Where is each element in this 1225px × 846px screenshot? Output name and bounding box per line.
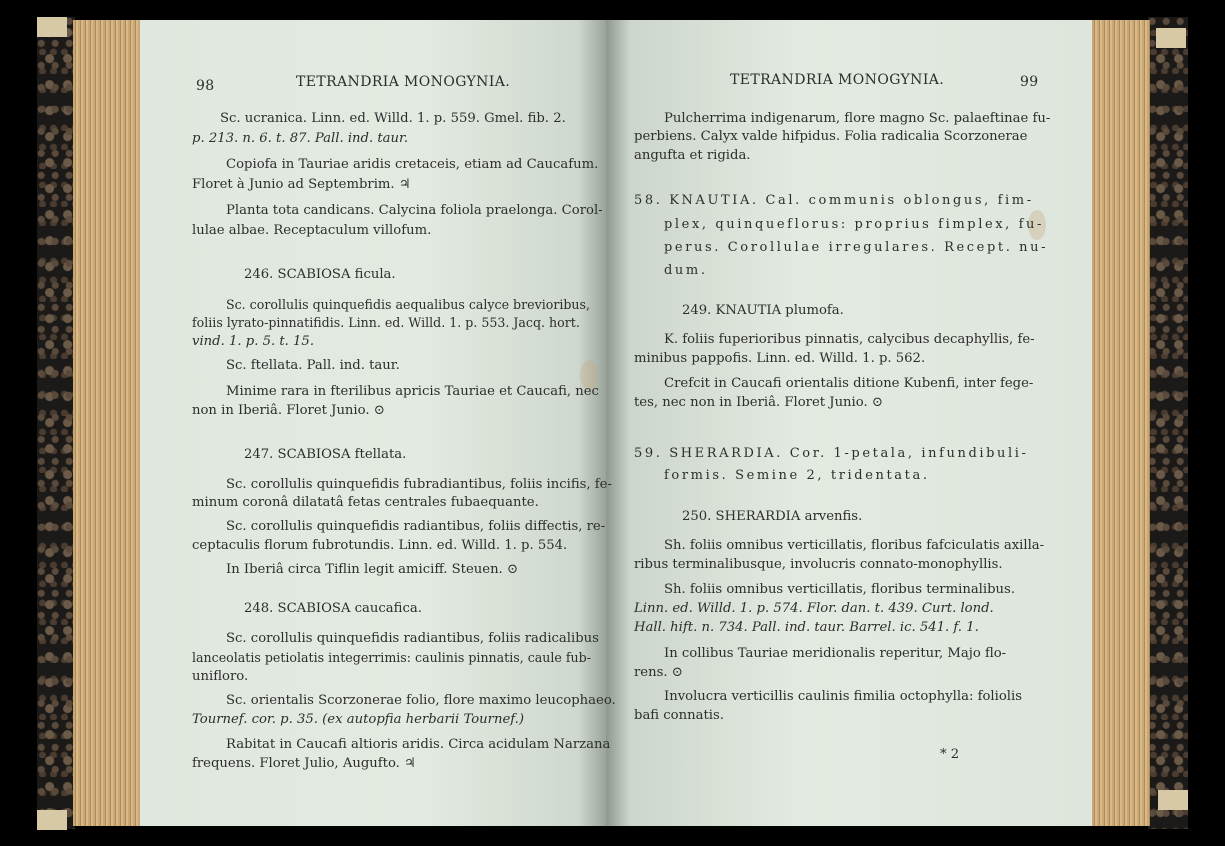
genus-description: formis. Semine 2, tridentata. <box>664 468 930 483</box>
text-line: In collibus Tauriae meridionalis reperitur, Majo flo- <box>664 646 1007 661</box>
text-line: perbiens. Calyx valde hifpidus. Folia radicalia Scorzonerae <box>634 129 1028 144</box>
text-line: minibus pappofis. Linn. ed. Willd. 1. p. 562. <box>634 351 926 366</box>
text-line: In Iberiâ circa Tiflin legit amiciff. Steuen. ⊙ <box>226 562 518 577</box>
right-page-edges <box>1092 20 1150 826</box>
genus-description: 59. SHERARDIA. Cor. 1-petala, infundibuli- <box>634 446 1029 461</box>
signature-mark: * 2 <box>940 747 960 762</box>
text-line: non in Iberiâ. Floret Junio. ⊙ <box>192 403 385 418</box>
species-heading: 247. SCABIOSA ftellata. <box>244 447 407 462</box>
left-running-head: TETRANDRIA MONOGYNIA. <box>296 74 511 90</box>
text-line: Pulcherrima indigenarum, flore magno Sc. palaeftinae fu- <box>664 111 1051 126</box>
text-line: Sc. orientalis Scorzonerae folio, flore maximo leucophaeo. <box>226 693 616 708</box>
text-line: Hall. hift. n. 734. Pall. ind. taur. Barrel. ic. 541. f. 1. <box>634 620 979 635</box>
text-line: Sc. ftellata. Pall. ind. taur. <box>226 358 400 373</box>
text-line: Sc. corollulis quinquefidis aequalibus calyce brevioribus, <box>226 297 591 312</box>
right-marbled-cover <box>1148 17 1188 829</box>
species-heading: 246. SCABIOSA ficula. <box>244 267 396 282</box>
text-line: rens. ⊙ <box>634 665 683 680</box>
cover-corner-top-right <box>1156 28 1186 48</box>
text-line: Sc. corollulis quinquefidis radiantibus, foliis radicalibus <box>226 631 599 646</box>
text-line: Rabitat in Caucafi altioris aridis. Circa acidulam Narzana <box>226 737 611 752</box>
text-line: Floret à Junio ad Septembrim. ♃ <box>192 177 411 192</box>
text-line: p. 213. n. 6. t. 87. Pall. ind. taur. <box>192 131 409 146</box>
left-page-edges <box>73 20 140 826</box>
genus-description: perus. Corollulae irregulares. Recept. nu- <box>664 240 1049 255</box>
text-line: Sc. ucranica. Linn. ed. Willd. 1. p. 559. Gmel. fib. 2. <box>220 111 566 126</box>
text-line: Involucra verticillis caulinis fimilia octophylla: foliolis <box>664 689 1022 704</box>
text-line: bafi connatis. <box>634 708 724 723</box>
text-line: frequens. Floret Julio, Augufto. ♃ <box>192 756 416 771</box>
text-line: Sc. corollulis quinquefidis radiantibus, foliis diffectis, re- <box>226 519 606 534</box>
species-heading: 249. KNAUTIA plumofa. <box>682 303 844 318</box>
cover-corner-bottom-right <box>1158 790 1188 810</box>
genus-description: 58. KNAUTIA. Cal. communis oblongus, fim- <box>634 193 1034 208</box>
left-marbled-cover <box>37 17 75 829</box>
text-line: vind. 1. p. 5. t. 15. <box>192 334 315 349</box>
text-line: lanceolatis petiolatis integerrimis: caulinis pinnatis, caule fub- <box>192 650 591 665</box>
text-line: Sh. foliis omnibus verticillatis, floribus terminalibus. <box>664 582 1016 597</box>
text-line: Planta tota candicans. Calycina foliola praelonga. Corol- <box>226 203 603 218</box>
text-line: minum coronâ dilatatâ fetas centrales fubaequante. <box>192 495 539 510</box>
left-page-number: 98 <box>196 78 215 94</box>
text-line: tes, nec non in Iberiâ. Floret Junio. ⊙ <box>634 395 883 410</box>
text-line: Crefcit in Caucafi orientalis ditione Kubenfi, inter fege- <box>664 376 1034 391</box>
text-line: Minime rara in fterilibus apricis Tauriae et Caucafi, nec <box>226 384 599 399</box>
text-line: ceptaculis florum fubrotundis. Linn. ed. Willd. 1. p. 554. <box>192 538 568 553</box>
text-line: angufta et rigida. <box>634 148 751 163</box>
cover-corner-bottom-left <box>37 810 67 830</box>
right-running-head: TETRANDRIA MONOGYNIA. <box>730 72 945 88</box>
species-heading: 250. SHERARDIA arvenfis. <box>682 509 863 524</box>
text-line: Tournef. cor. p. 35. (ex autopfia herbarii Tournef.) <box>192 712 525 727</box>
genus-description: dum. <box>664 263 708 278</box>
right-page-number: 99 <box>1020 74 1039 90</box>
text-line: Sc. corollulis quinquefidis fubradiantibus, foliis incifis, fe- <box>226 477 612 492</box>
text-line: foliis lyrato-pinnatifidis. Linn. ed. Willd. 1. p. 553. Jacq. hort. <box>192 315 580 330</box>
text-line: Linn. ed. Willd. 1. p. 574. Flor. dan. t. 439. Curt. lond. <box>634 601 994 616</box>
text-line: Copiofa in Tauriae aridis cretaceis, etiam ad Caucafum. <box>226 157 599 172</box>
genus-description: plex, quinqueflorus: proprius fimplex, fu- <box>664 217 1045 232</box>
cover-corner-top-left <box>37 17 67 37</box>
text-line: unifloro. <box>192 669 249 684</box>
text-line: K. foliis fuperioribus pinnatis, calycibus decaphyllis, fe- <box>664 332 1035 347</box>
text-line: ribus terminalibusque, involucris connato-monophyllis. <box>634 557 1003 572</box>
text-line: lulae albae. Receptaculum villofum. <box>192 223 432 238</box>
species-heading: 248. SCABIOSA caucafica. <box>244 601 422 616</box>
text-line: Sh. foliis omnibus verticillatis, floribus fafciculatis axilla- <box>664 538 1045 553</box>
